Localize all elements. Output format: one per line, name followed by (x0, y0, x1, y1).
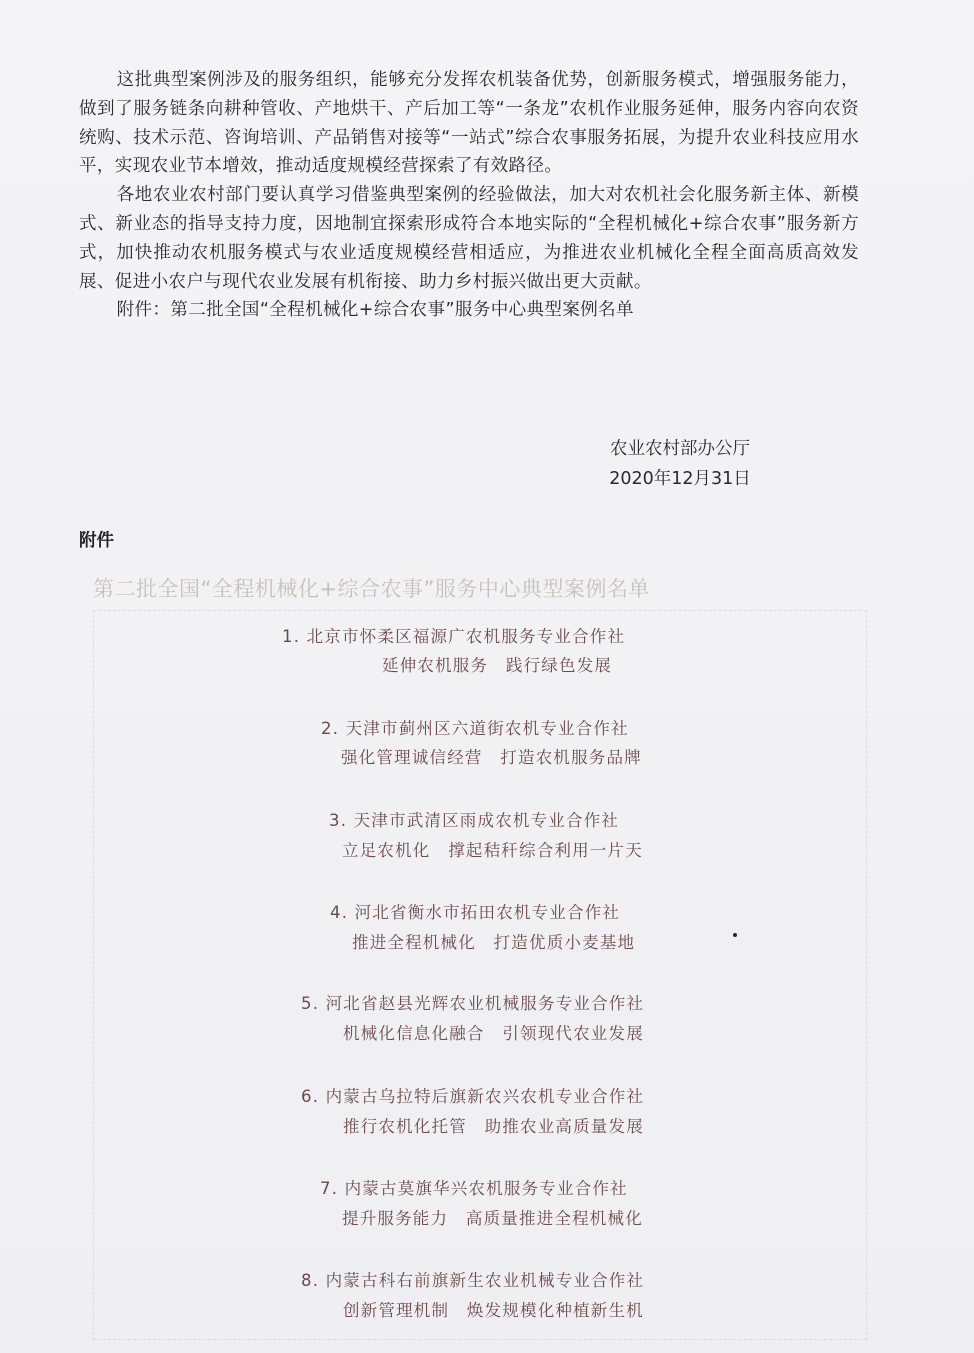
case-name-7: 7. 内蒙古莫旗华兴农机服务专业合作社 (320, 1179, 628, 1198)
case-name-5: 5. 河北省赵县光辉农业机械服务专业合作社 (301, 994, 645, 1013)
attachment-label: 附件 (79, 531, 114, 551)
case-subtitle-2: 强化管理诚信经营 打造农机服务品牌 (341, 748, 642, 767)
attachment-reference: 附件：第二批全国“全程机械化+综合农事”服务中心典型案例名单 (116, 300, 634, 321)
case-name-1: 1. 北京市怀柔区福源广农机服务专业合作社 (282, 627, 626, 646)
case-list-title: 第二批全国“全程机械化+综合农事”服务中心典型案例名单 (93, 577, 650, 601)
case-subtitle-5: 机械化信息化融合 引领现代农业发展 (343, 1024, 644, 1043)
case-name-8: 8. 内蒙古科右前旗新生农业机械专业合作社 (301, 1271, 645, 1290)
case-subtitle-3: 立足农机化 撑起秸秆综合利用一片天 (342, 841, 643, 860)
case-subtitle-6: 推行农机化托管 助推农业高质量发展 (343, 1117, 644, 1136)
case-subtitle-1: 延伸农机服务 践行绿色发展 (382, 656, 613, 675)
case-subtitle-7: 提升服务能力 高质量推进全程机械化 (342, 1209, 643, 1228)
case-name-2: 2. 天津市蓟州区六道街农机专业合作社 (321, 719, 629, 738)
issue-date: 2020年12月31日 (609, 469, 751, 489)
case-subtitle-4: 推进全程机械化 打造优质小麦基地 (352, 933, 636, 952)
case-subtitle-8: 创新管理机制 焕发规模化种植新生机 (343, 1301, 644, 1320)
issuer-name: 农业农村部办公厅 (610, 439, 750, 459)
paragraph-1: 这批典型案例涉及的服务组织，能够充分发挥农机装备优势，创新服务模式，增强服务能力，做到了服务链条向耕种管收、产地烘干、产后加工等“一条龙”农机作业服务延伸，服务内容向农资统购、技术示范、咨询培训、产品销售对接等“一站式”综合农事服务拓展，为提升农业科技应用水平，实现农业节本增效，推动适度规模经营探索了有效路径。 (79, 70, 859, 177)
paragraph-2: 各地农业农村部门要认真学习借鉴典型案例的经验做法，加大对农机社会化服务新主体、新模式、新业态的指导支持力度，因地制宜探索形成符合本地实际的“全程机械化+综合农事”服务新方式，加快推动农机服务模式与农业适度规模经营相适应，为推进农业机械化全程全面高质高效发展、促进小农户与现代农业发展有机衔接、助力乡村振兴做出更大贡献。 (79, 185, 859, 292)
case-name-4: 4. 河北省衡水市拓田农机专业合作社 (330, 903, 621, 922)
case-name-6: 6. 内蒙古乌拉特后旗新农兴农机专业合作社 (301, 1087, 645, 1106)
notice-body (79, 66, 859, 325)
case-name-3: 3. 天津市武清区雨成农机专业合作社 (329, 811, 620, 830)
paper-speck (733, 933, 737, 937)
